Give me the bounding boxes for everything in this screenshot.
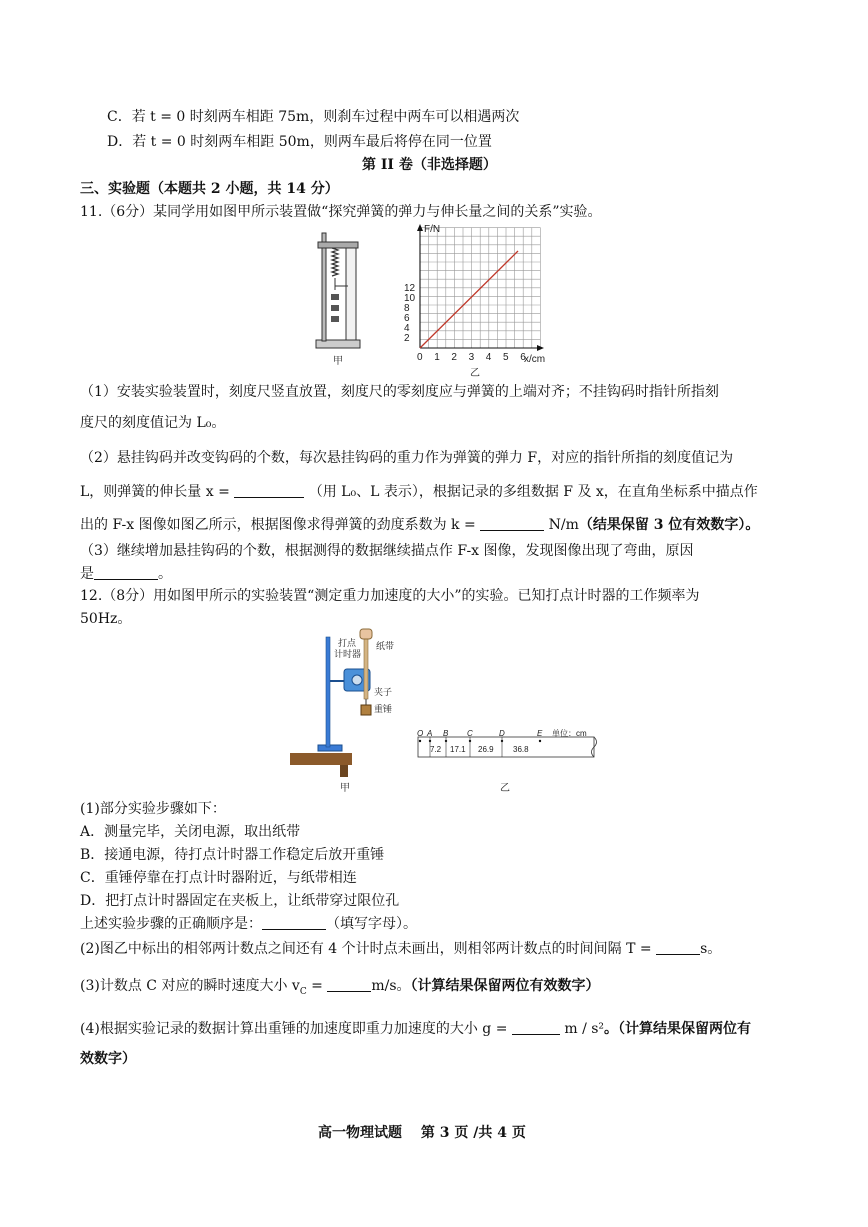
tape-point-label: O	[417, 729, 424, 738]
step-b: B．接通电源，待打点计时器工作稳定后放开重锤	[80, 847, 385, 863]
blank-x[interactable]	[234, 483, 304, 498]
svg-text:重锤: 重锤	[374, 704, 393, 714]
q12-order: 上述实验步骤的正确顺序是： （填写字母）。	[80, 916, 417, 932]
graph-ytick: 10	[404, 293, 416, 305]
q11-intro: 11.（6分）某同学用如图甲所示装置做“探究弹簧的弹力与伸长量之间的关系”实验。	[80, 204, 602, 220]
q12-p4-line1: (4)根据实验记录的数据计算出重锤的加速度即重力加速度的大小 g = m / s²。（计算结果保留两位有	[80, 1021, 752, 1037]
q11-p2-line3: 出的 F-x 图像如图乙所示，根据图像求得弹簧的劲度系数为 k = N/m（结果保留 3 位有效数字）。	[80, 517, 760, 533]
spring-apparatus-figure	[308, 228, 368, 368]
svg-text:计时器: 计时器	[334, 649, 362, 659]
svg-text:乙: 乙	[500, 783, 510, 794]
graph-ytick: 8	[404, 303, 410, 315]
q11-p1-line2: 度尺的刻度值记为 L₀。	[80, 415, 226, 431]
q11-p2-line1: （2）悬挂钩码并改变钩码的个数，每次悬挂钩码的重力作为弹簧的弹力 F，对应的指针所指的刻度值记为	[80, 450, 734, 466]
graph-xtick: 5	[503, 352, 509, 363]
tape-point-label: A	[427, 729, 433, 738]
graph-xtick: 6	[520, 352, 526, 363]
ticker-apparatus-figure	[290, 625, 400, 795]
q12-p3: (3)计数点 C 对应的瞬时速度大小 $v_C = m/s$。（计算结果保留两位有效数字）	[80, 978, 600, 997]
fx-line	[420, 251, 518, 348]
graph-ytick: 6	[404, 313, 410, 325]
q11-p2-line2: L，则弹簧的伸长量 x = （用 L₀、L 表示），根据记录的多组数据 F 及 x，在直角坐标系中描点作	[80, 484, 758, 500]
step-a: A．测量完毕，关闭电源，取出纸带	[80, 824, 301, 840]
q12-p2: (2)图乙中标出的相邻两计数点之间还有 4 个计时点未画出，则相邻两计数点的时间间隔 T = s。	[80, 941, 722, 957]
paper-tape-figure	[416, 727, 606, 797]
tape-point-label: D	[499, 729, 505, 738]
option-c: C．若 t = 0 时刻两车相距 75m，则刹车过程中两车可以相遇两次	[107, 109, 520, 125]
svg-text:甲: 甲	[340, 783, 350, 794]
blank-vc[interactable]	[327, 977, 371, 992]
step-d: D．把打点计时器固定在夹板上，让纸带穿过限位孔	[80, 893, 400, 909]
fx-graph	[398, 220, 558, 380]
blank-T[interactable]	[656, 940, 700, 955]
page-footer: 高一物理试题 第 3 页 /共 4 页	[318, 1125, 526, 1141]
part2-title: 第 II 卷（非选择题）	[362, 157, 497, 173]
blank-reason[interactable]	[94, 565, 158, 580]
graph-ytick: 4	[404, 323, 410, 335]
q12-intro-line1: 12.（8分）用如图甲所示的实验装置“测定重力加速度的大小”的实验。已知打点计时器的工作频率为	[80, 588, 700, 604]
svg-text:夹子: 夹子	[374, 687, 393, 697]
tape-dot	[419, 740, 421, 742]
graph-ylabel: F/N	[424, 224, 441, 235]
step-c: C．重锤停靠在打点计时器附近，与纸带相连	[80, 870, 357, 886]
blank-g[interactable]	[512, 1020, 560, 1035]
option-d: D．若 t = 0 时刻两车相距 50m，则两车最后将停在同一位置	[107, 134, 492, 150]
tape-point-label: E	[537, 729, 543, 738]
graph-xtick: 4	[485, 352, 492, 363]
tape-dot	[539, 740, 541, 742]
graph-xtick: 1	[434, 352, 440, 363]
q12-p4-line2: 效数字）	[80, 1051, 136, 1067]
svg-text:纸带: 纸带	[376, 641, 395, 651]
graph-ytick: 12	[404, 283, 416, 295]
q11-p3-line1: （3）继续增加悬挂钩码的个数，根据测得的数据继续描点作 F-x 图像，发现图像出现了弯曲，原因	[80, 543, 694, 559]
q11-p3-line2: 是 。	[80, 566, 172, 582]
q11-p1-line1: （1）安装实验装置时，刻度尺竖直放置，刻度尺的零刻度应与弹簧的上端对齐；不挂钩码时指针所指刻	[80, 384, 719, 400]
graph-xtick: 0	[417, 352, 423, 363]
tape-distance-value: 26.9	[478, 745, 494, 754]
blank-k[interactable]	[480, 516, 544, 531]
tape-distance-value: 7.2	[430, 745, 442, 754]
section3-title: 三、实验题（本题共 2 小题，共 14 分）	[80, 181, 339, 197]
q12-intro-line2: 50Hz。	[80, 611, 132, 627]
tape-point-label: B	[443, 729, 449, 738]
fig-yi-label: 乙	[470, 368, 480, 379]
tape-distance-value: 17.1	[450, 745, 466, 754]
fig-jia-label: 甲	[333, 356, 343, 367]
svg-text:打点: 打点	[338, 638, 357, 648]
graph-ytick: 2	[404, 333, 410, 345]
blank-order[interactable]	[262, 915, 326, 930]
q12-steps-title: (1)部分实验步骤如下：	[80, 801, 226, 817]
graph-xlabel: x/cm	[524, 354, 546, 365]
graph-xtick: 2	[451, 352, 457, 363]
graph-xtick: 3	[468, 352, 475, 363]
svg-text:单位：cm: 单位：cm	[552, 729, 587, 738]
tape-point-label: C	[467, 729, 473, 738]
tape-distance-value: 36.8	[513, 745, 529, 754]
